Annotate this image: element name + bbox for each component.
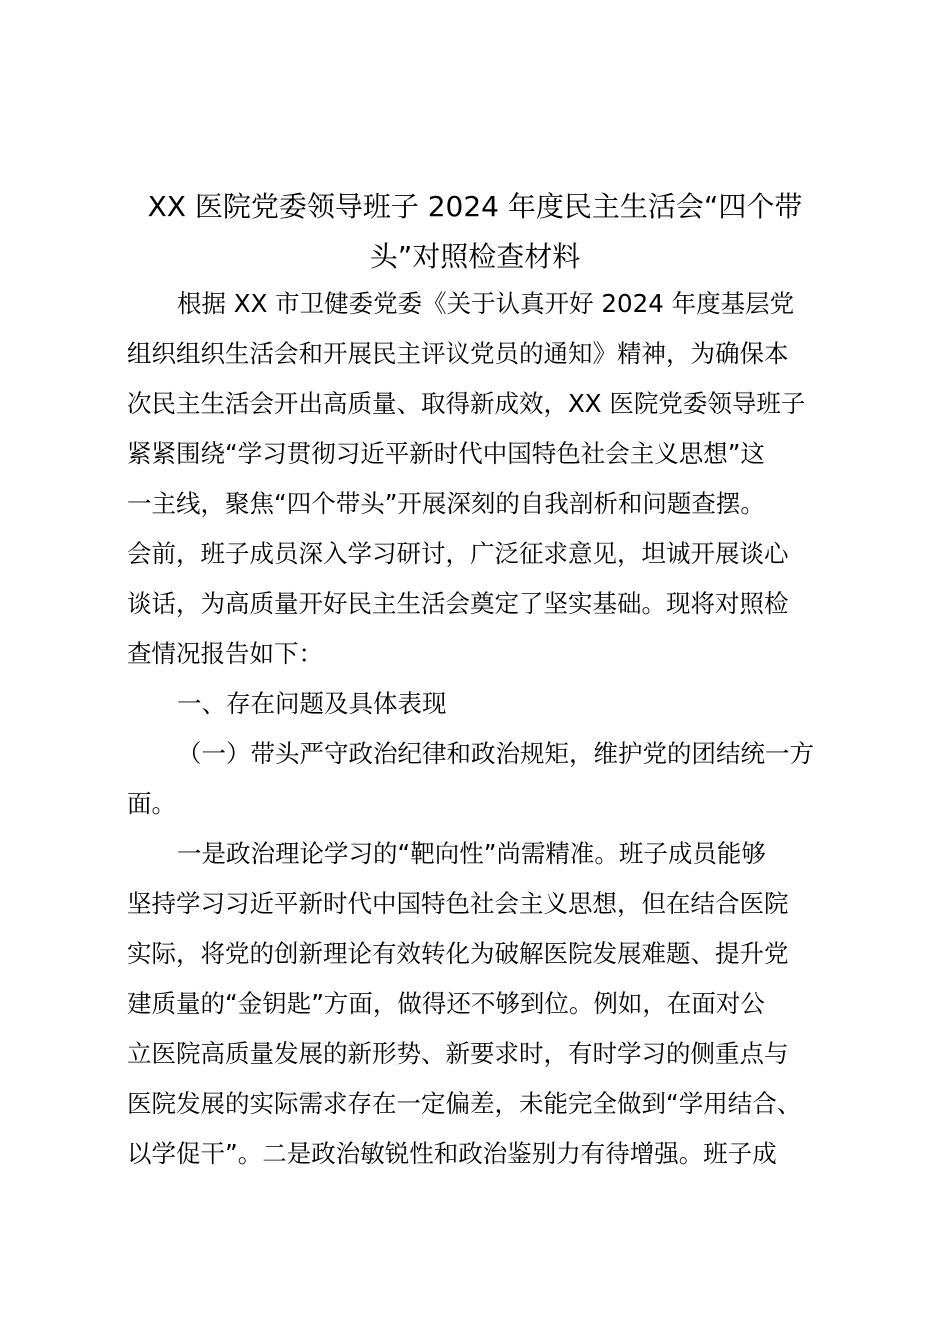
subsection-heading-1-line-2: 面。 — [127, 789, 176, 818]
section-heading-1: 一、存在问题及具体表现 — [177, 689, 447, 718]
paragraph-1-line-4: 紧紧围绕“学习贯彻习近平新时代中国特色社会主义思想”这 — [127, 439, 765, 468]
paragraph-4-line-7: 以学促干”。二是政治敏锐性和政治鉴别力有待增强。班子成 — [127, 1139, 777, 1168]
title-line-2: 头”对照检查材料 — [369, 240, 581, 273]
title-line-1: XX 医院党委领导班子 2024 年度民主生活会“四个带 — [147, 190, 803, 223]
paragraph-1-line-5: 一主线，聚焦“四个带头”开展深刻的自我剖析和问题查摆。 — [127, 489, 765, 518]
subsection-heading-1-line-1: （一）带头严守政治纪律和政治规矩，维护党的团结统一方 — [177, 739, 814, 768]
paragraph-4-line-5: 立医院高质量发展的新形势、新要求时，有时学习的侧重点与 — [127, 1039, 789, 1068]
paragraph-4-line-2: 坚持学习习近平新时代中国特色社会主义思想，但在结合医院 — [127, 889, 789, 918]
paragraph-1-line-1: 根据 XX 市卫健委党委《关于认真开好 2024 年度基层党 — [177, 289, 795, 318]
paragraph-1-line-2: 组织组织生活会和开展民主评议党员的通知》精神，为确保本 — [127, 339, 789, 368]
paragraph-4-line-4: 建质量的“金钥匙”方面，做得还不够到位。例如，在面对公 — [127, 989, 765, 1018]
paragraph-1-line-7: 谈话，为高质量开好民主生活会奠定了坚实基础。现将对照检 — [127, 589, 789, 618]
paragraph-4-line-6: 医院发展的实际需求存在一定偏差，未能完全做到“学用结合、 — [127, 1089, 802, 1118]
paragraph-1-line-6: 会前，班子成员深入学习研讨，广泛征求意见，坦诚开展谈心 — [127, 539, 789, 568]
paragraph-4-line-1: 一是政治理论学习的“靶向性”尚需精准。班子成员能够 — [177, 839, 766, 868]
paragraph-4-line-3: 实际，将党的创新理论有效转化为破解医院发展难题、提升党 — [127, 939, 789, 968]
paragraph-1-line-3: 次民主生活会开出高质量、取得新成效，XX 医院党委领导班子 — [127, 389, 806, 418]
paragraph-1-line-8: 查情况报告如下： — [127, 639, 323, 668]
document-title — [120, 182, 830, 282]
